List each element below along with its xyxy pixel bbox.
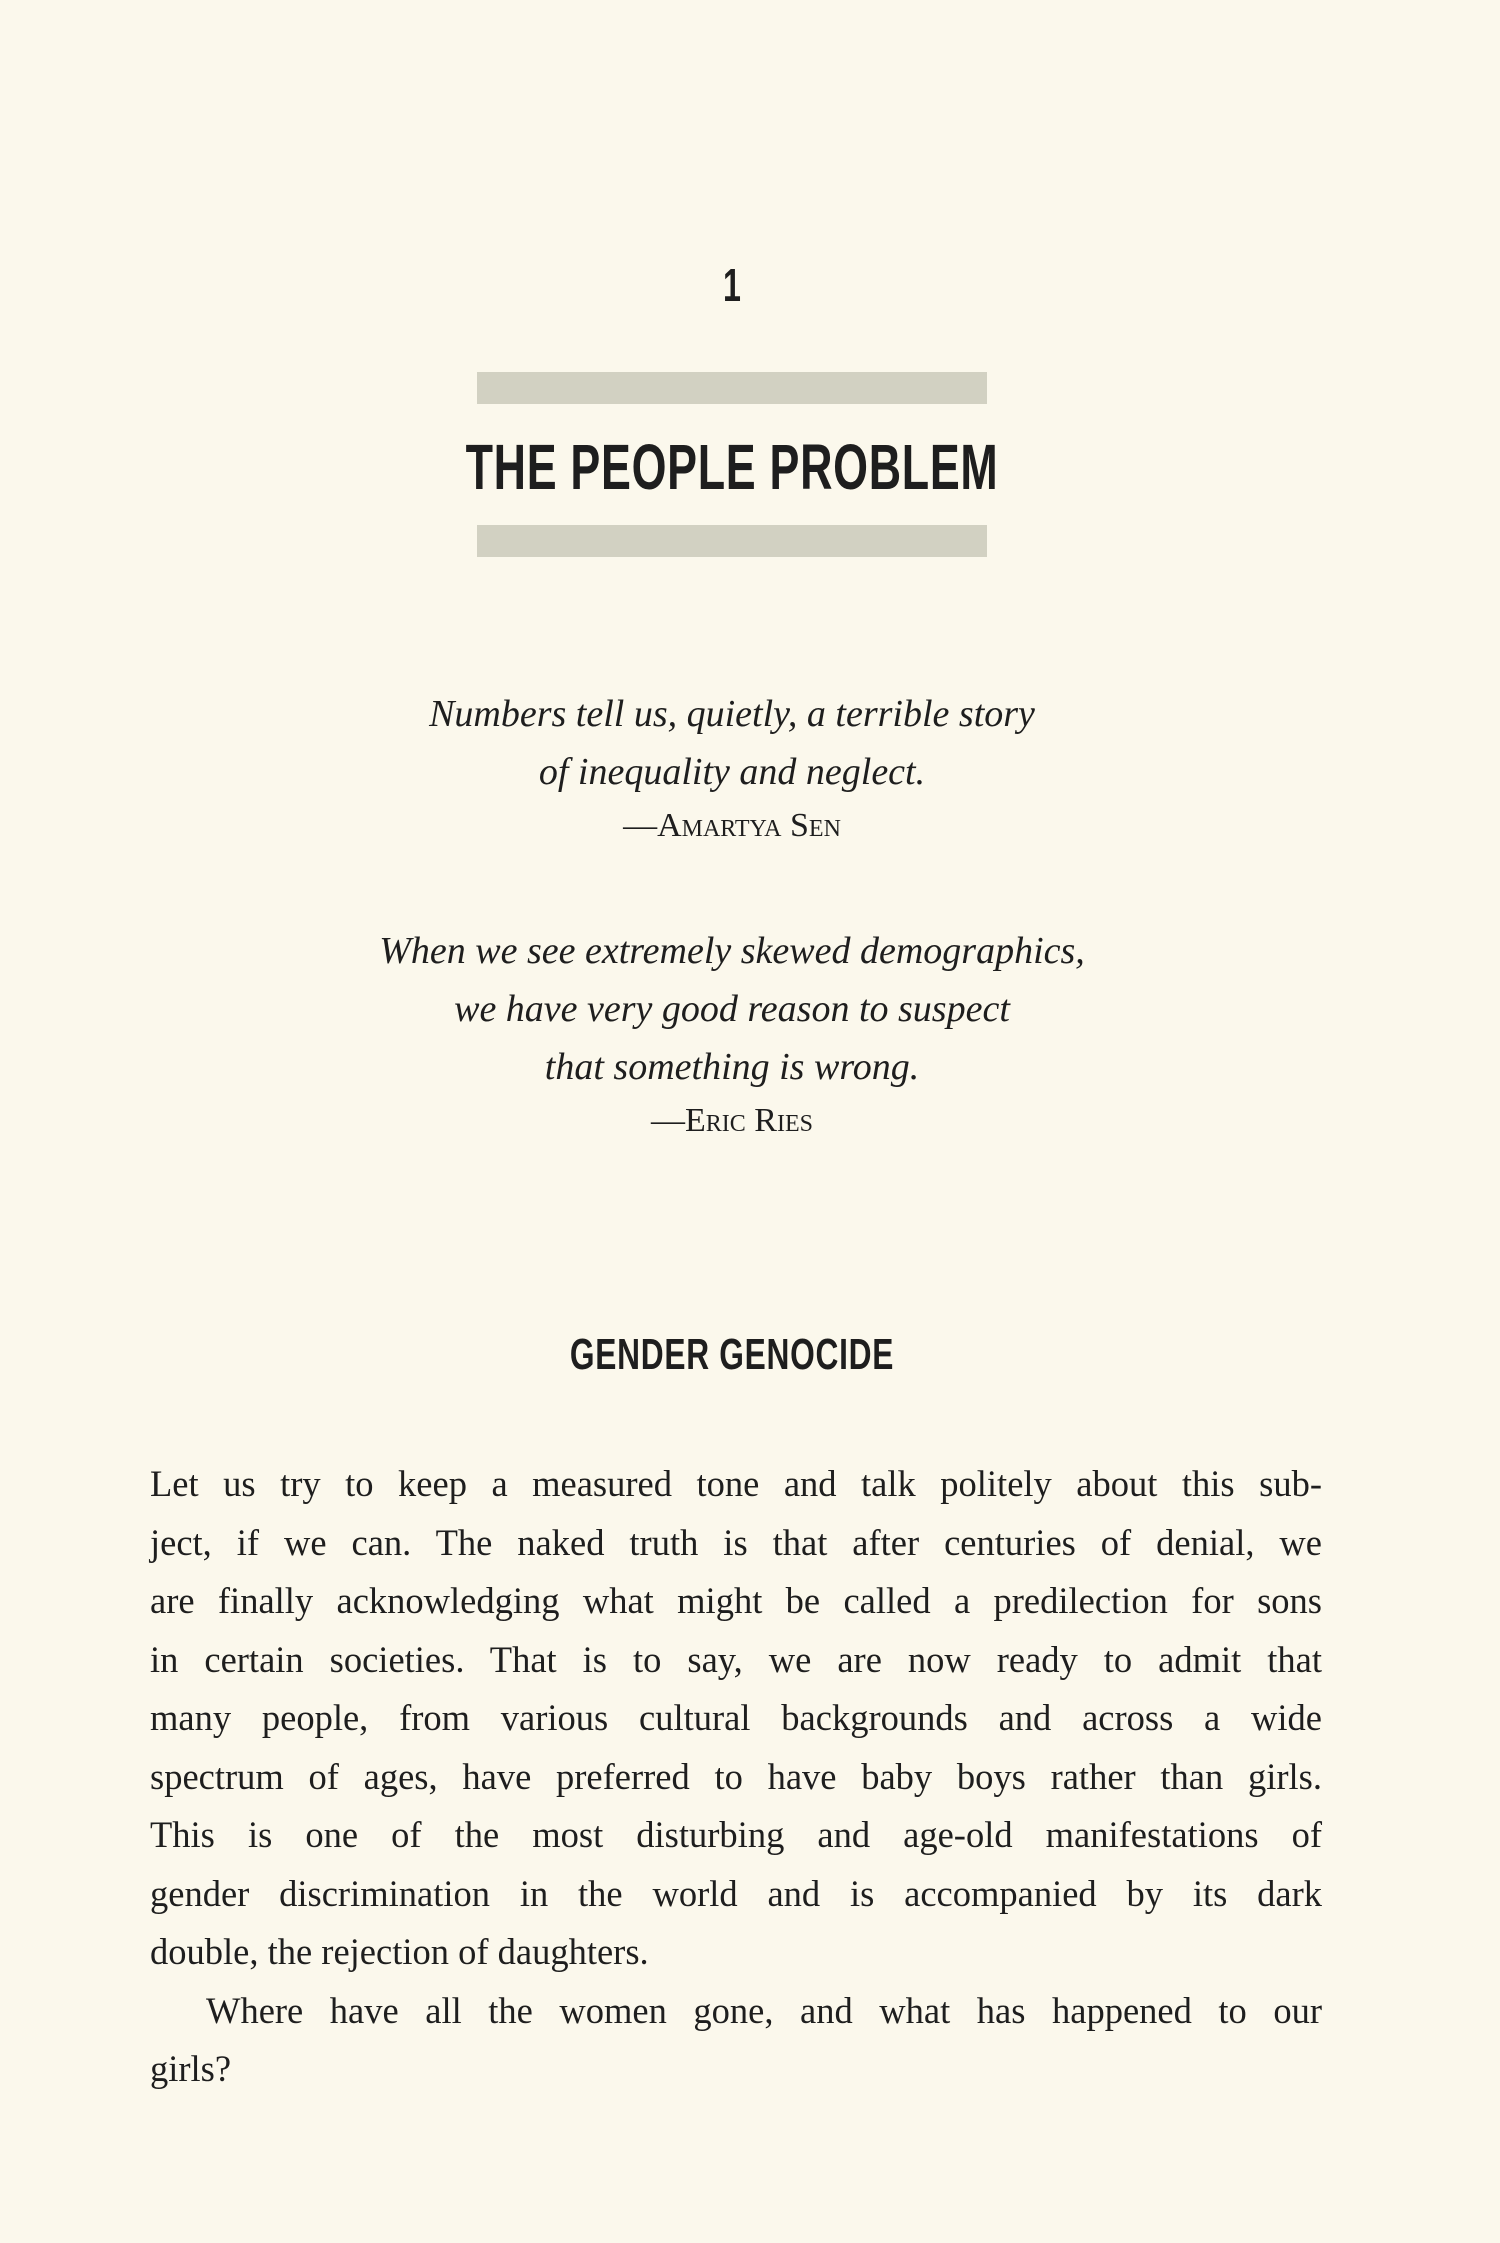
text-line: girls? bbox=[150, 2048, 232, 2089]
chapter-number: 1 bbox=[723, 259, 741, 311]
epigraph-attribution: —Amartya Sen bbox=[623, 807, 841, 844]
chapter-title: THE PEOPLE PROBLEM bbox=[465, 431, 999, 503]
text-line: in certain societies. That is to say, we are now ready to admit that bbox=[150, 1638, 1322, 1680]
epigraph bbox=[0, 685, 1464, 851]
text-line: Let us try to keep a measured tone and talk politely about this sub- bbox=[150, 1463, 1322, 1504]
text-line: This is one of the most disturbing and age-old manifestations of bbox=[150, 1814, 1322, 1855]
text-line: double, the rejection of daughters. bbox=[150, 1931, 649, 1972]
epigraph-line: Numbers tell us, quietly, a terrible story bbox=[429, 693, 1035, 735]
epigraph-line: of inequality and neglect. bbox=[538, 751, 926, 793]
section-heading: GENDER GENOCIDE bbox=[569, 1330, 895, 1379]
epigraph-attribution: —Eric Ries bbox=[651, 1102, 813, 1139]
text-line: spectrum of ages, have preferred to have baby boys rather than girls. bbox=[150, 1755, 1322, 1797]
epigraph-line: When we see extremely skewed demographics, bbox=[379, 930, 1085, 972]
title-rule-bottom bbox=[477, 525, 987, 557]
body-text bbox=[150, 1455, 1322, 2099]
title-rule-top bbox=[477, 372, 987, 404]
epigraph-line: that something is wrong. bbox=[544, 1046, 920, 1088]
epigraph bbox=[0, 922, 1464, 1146]
paragraph bbox=[150, 1455, 1322, 1982]
paragraph bbox=[150, 1982, 1322, 2099]
text-line: are finally acknowledging what might be called a predilection for sons bbox=[150, 1580, 1322, 1621]
text-line: many people, from various cultural backgrounds and across a wide bbox=[150, 1697, 1322, 1738]
text-line: gender discrimination in the world and is accompanied by its dark bbox=[150, 1872, 1322, 1914]
epigraph-line: we have very good reason to suspect bbox=[454, 988, 1010, 1030]
text-line: ject, if we can. The naked truth is that after centuries of denial, we bbox=[150, 1521, 1322, 1563]
text-line: Where have all the women gone, and what has happened to our bbox=[206, 1989, 1322, 2031]
